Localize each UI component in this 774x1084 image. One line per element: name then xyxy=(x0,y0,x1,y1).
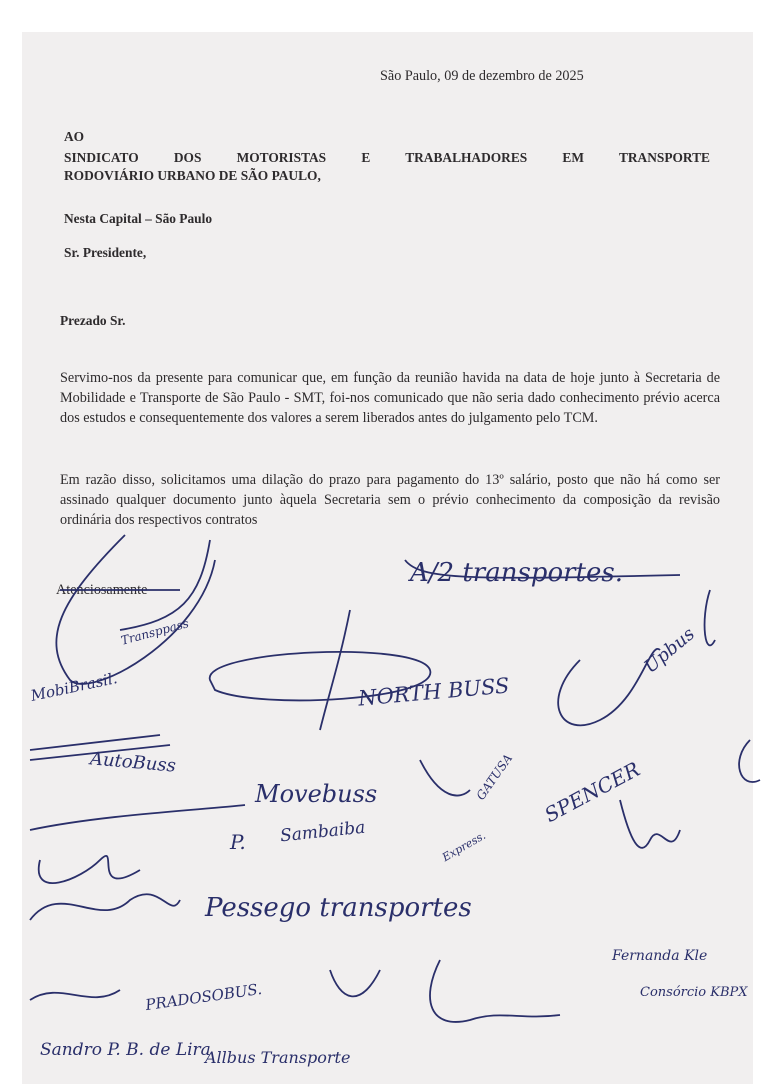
signature-sambaiba: Sambaiba xyxy=(279,817,367,847)
signature-gatusa: GATUSA xyxy=(473,751,516,803)
paragraph-1: Servimo-nos da presente para comunicar que, em função da reunião havida na data de hoje junto à Secretaria de Mobilidade e Transporte de São Paulo - SMT, foi-nos comunicado que não seria dado conhecimento prévio acerca dos estudos e consequentemente dos valores a serem liberados antes do julgamento pelo TCM. xyxy=(60,370,720,426)
signature-express: Express. xyxy=(439,828,488,865)
addressee-prefix: AO xyxy=(64,129,85,144)
signature-autobuss: AutoBuss xyxy=(89,748,177,777)
signature-upbus: Upbus xyxy=(640,623,699,678)
salutation-president: Sr. Presidente, xyxy=(64,245,147,260)
addressee-line2: RODOVIÁRIO URBANO DE SÃO PAULO, xyxy=(64,168,321,183)
signature-pradosobus: PRADOSOBUS. xyxy=(144,979,263,1015)
paragraph-2: Em razão disso, solicitamos uma dilação do prazo para pagamento do 13º salário, posto que não há como ser assinado qualquer documento junto àquela Secretaria sem o prévio conhecimento da composição da revisão ordinária dos respectivos contratos xyxy=(60,472,720,528)
signature-pessego: Pessego transportes xyxy=(205,893,472,923)
date-line: São Paulo, 09 de dezembro de 2025 xyxy=(380,68,584,84)
signature-northbuss: NORTH BUSS xyxy=(357,673,511,711)
city-line: Nesta Capital – São Paulo xyxy=(64,211,213,226)
signature-movebuss: Movebuss xyxy=(255,780,378,808)
addressee-line1: SINDICATO DOS MOTORISTAS E TRABALHADORES EM TRANSPORTE xyxy=(64,150,710,165)
signature-spencer: SPENCER xyxy=(540,756,644,828)
signature-transppass: Transppass xyxy=(119,616,191,648)
signature-mobibrasil: MobiBrasil. xyxy=(29,669,119,705)
signature-allbus: Allbus Transporte xyxy=(205,1048,351,1067)
signature-p: P. xyxy=(230,830,246,854)
signature-sandro: Sandro P. B. de Lira xyxy=(40,1040,211,1060)
salutation-prezado: Prezado Sr. xyxy=(60,313,126,328)
closing: Atenciosamente xyxy=(56,582,148,598)
signature-fernanda: Fernanda Kle xyxy=(612,948,708,964)
signature-lead: A/2 transportes. xyxy=(410,558,623,588)
signature-consorcio: Consórcio KBPX xyxy=(640,985,748,1000)
